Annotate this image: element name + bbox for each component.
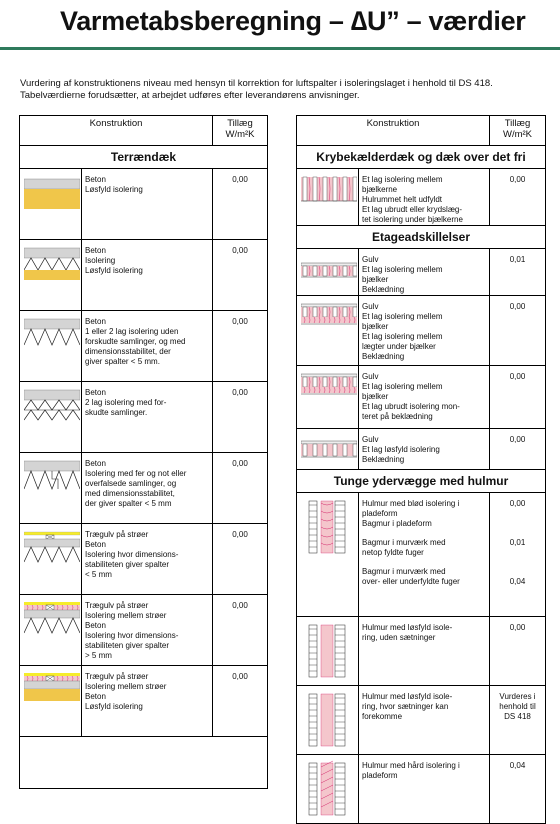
table-row bbox=[20, 169, 268, 240]
value-text: 0,00 bbox=[509, 302, 526, 311]
description-line: Isolering med fer og not eller bbox=[85, 469, 187, 478]
table-row bbox=[297, 493, 546, 617]
description-line: Gulv bbox=[362, 255, 379, 264]
description-line: 1 eller 2 lag isolering uden bbox=[85, 327, 179, 336]
description-line: Løsfyld isolering bbox=[85, 185, 143, 194]
table-row bbox=[297, 296, 546, 366]
description-line: netop fyldte fuger bbox=[362, 548, 424, 557]
description-line: Hulmur med hård isolering i bbox=[362, 761, 460, 770]
description-line: giver spalter < 5 mm. bbox=[85, 357, 160, 366]
table-row bbox=[297, 169, 546, 226]
value-text: 0,00 bbox=[509, 499, 526, 508]
construction-description bbox=[82, 595, 213, 666]
value-text: 0,00 bbox=[232, 317, 248, 326]
description-line: Beton bbox=[85, 621, 106, 630]
terraendaek-isolering-loesfyld-icon bbox=[24, 244, 77, 284]
tillaeg-value bbox=[213, 453, 268, 524]
tillaeg-value bbox=[490, 366, 546, 429]
value-text: 0,00 bbox=[232, 388, 248, 397]
value-text: 0,01 bbox=[509, 538, 526, 547]
traegulv-loesfyld-icon bbox=[24, 670, 77, 710]
description-line: Beklædning bbox=[362, 352, 405, 361]
description-line: stabiliteten giver spalter bbox=[85, 641, 170, 650]
description-line: forskudte samlinger, og med bbox=[85, 337, 186, 346]
value-text: DS 418 bbox=[504, 712, 531, 721]
description-line: Isolering bbox=[85, 256, 116, 265]
description-line: Gulv bbox=[362, 372, 379, 381]
description-line: tet isolering under bjælkerne bbox=[362, 215, 463, 224]
value-text: 0,00 bbox=[232, 601, 248, 610]
description-line: Trægulv på strøer bbox=[85, 601, 149, 610]
value-text: 0,01 bbox=[509, 255, 526, 264]
description-group bbox=[362, 567, 486, 587]
header-tillaeg-label: Tillæg bbox=[504, 118, 531, 129]
construction-illustration bbox=[297, 169, 359, 226]
table-row bbox=[297, 429, 546, 470]
description-line: > 5 mm bbox=[85, 651, 112, 660]
tillaeg-value bbox=[490, 755, 546, 824]
intro-line: Tabelværdierne forudsætter, at arbejdet udføres efter leverandørens anvisninger. bbox=[20, 90, 360, 101]
terraendaek-forskudt-icon bbox=[24, 386, 77, 426]
description-line: Et lag løsfyld isolering bbox=[362, 445, 440, 454]
header-unit: W/m²K bbox=[502, 129, 533, 140]
dæk-og-vaegge-table bbox=[296, 115, 546, 824]
hulmur-bloed-icon bbox=[301, 497, 354, 557]
terraendaek-loesfyld-icon bbox=[24, 173, 77, 213]
section-header bbox=[297, 226, 546, 249]
construction-description bbox=[82, 666, 213, 737]
description-line: Et lag ubrudt isolering mon- bbox=[362, 402, 460, 411]
value-text: 0,00 bbox=[232, 246, 248, 255]
tillaeg-value bbox=[213, 524, 268, 595]
description-line: Et lag ubrudt eller krydslæg- bbox=[362, 205, 463, 214]
construction-illustration bbox=[20, 524, 82, 595]
description-line: Beton bbox=[85, 317, 106, 326]
construction-illustration bbox=[20, 595, 82, 666]
description-line: bjælker bbox=[362, 275, 389, 284]
description-line: Bagmur i pladeform bbox=[362, 519, 432, 528]
description-line: Beton bbox=[85, 388, 106, 397]
value-text: 0,00 bbox=[509, 372, 526, 381]
construction-illustration bbox=[20, 382, 82, 453]
description-line: Hulmur med løsfyld isole- bbox=[362, 692, 453, 701]
header-unit: W/m²K bbox=[225, 129, 255, 140]
tillaeg-value bbox=[213, 595, 268, 666]
construction-description bbox=[82, 240, 213, 311]
construction-illustration bbox=[20, 240, 82, 311]
intro-text bbox=[20, 78, 550, 102]
table-row bbox=[20, 311, 268, 382]
description-line: pladeform bbox=[362, 771, 398, 780]
construction-description bbox=[359, 249, 490, 296]
value-text: 0,00 bbox=[232, 175, 248, 184]
construction-description bbox=[359, 169, 490, 226]
description-line: stabiliteten giver spalter bbox=[85, 560, 170, 569]
tillaeg-value bbox=[490, 169, 546, 226]
header-tillaeg bbox=[490, 116, 546, 146]
description-line: Isolering hvor dimensions- bbox=[85, 550, 179, 559]
table-row bbox=[20, 524, 268, 595]
construction-description bbox=[82, 382, 213, 453]
table-row bbox=[297, 617, 546, 686]
tillaeg-value bbox=[213, 169, 268, 240]
section-title: Etageadskillelser bbox=[297, 226, 546, 249]
description-line: Løsfyld isolering bbox=[85, 702, 143, 711]
description-group bbox=[362, 499, 486, 529]
tillaeg-value bbox=[490, 296, 546, 366]
tillaeg-value bbox=[490, 249, 546, 296]
description-line: 2 lag isolering med for- bbox=[85, 398, 167, 407]
table-row bbox=[20, 453, 268, 524]
etage-ubrudt-icon bbox=[301, 370, 354, 398]
description-line: Isolering mellem strøer bbox=[85, 611, 167, 620]
table-row bbox=[297, 366, 546, 429]
construction-illustration bbox=[297, 493, 359, 617]
hulmur-saetninger-icon bbox=[301, 690, 354, 750]
construction-description bbox=[359, 493, 490, 617]
description-line: Et lag isolering mellem bbox=[362, 332, 443, 341]
description-line: Bagmur i murværk med bbox=[362, 538, 446, 547]
krybekaelder-icon bbox=[301, 173, 354, 205]
value-text: 0,00 bbox=[509, 623, 526, 632]
construction-description bbox=[359, 366, 490, 429]
tillaeg-value bbox=[213, 666, 268, 737]
construction-illustration bbox=[20, 453, 82, 524]
description-line: Beton bbox=[85, 540, 106, 549]
section-title: Krybekælderdæk og dæk over det fri bbox=[297, 146, 546, 169]
description-line: Løsfyld isolering bbox=[85, 266, 143, 275]
description-line: der giver spalter < 5 mm bbox=[85, 499, 172, 508]
empty-cell bbox=[20, 737, 268, 789]
description-line: overfalsede samlinger, og bbox=[85, 479, 177, 488]
description-line: Trægulv på strøer bbox=[85, 672, 149, 681]
hulmur-haard-icon bbox=[301, 759, 354, 819]
description-line: Et lag isolering mellem bbox=[362, 265, 443, 274]
construction-description bbox=[359, 755, 490, 824]
description-line: Beklædning bbox=[362, 455, 405, 464]
value-text: 0,00 bbox=[232, 530, 248, 539]
tillaeg-value bbox=[213, 240, 268, 311]
section-header bbox=[297, 470, 546, 493]
tillaeg-value bbox=[213, 382, 268, 453]
construction-illustration bbox=[297, 249, 359, 296]
etage-loesfyld-icon bbox=[301, 433, 354, 461]
construction-illustration bbox=[297, 617, 359, 686]
tillaeg-value bbox=[490, 429, 546, 470]
description-line: Isolering mellem strøer bbox=[85, 682, 167, 691]
intro-line: Vurdering af konstruktionens niveau med hensyn til korrektion for luftspalter i isoleringslaget i henhold til DS 418. bbox=[20, 78, 493, 89]
header-konstruktion: Konstruktion bbox=[20, 116, 213, 146]
description-line: forekomme bbox=[362, 712, 403, 721]
description-line: Beton bbox=[85, 246, 106, 255]
traegulv-isolering-mellem-stroeer-icon bbox=[24, 599, 77, 639]
empty-row bbox=[20, 737, 268, 789]
description-line: Et lag isolering mellem bbox=[362, 382, 443, 391]
construction-description bbox=[82, 453, 213, 524]
value-text: 0,00 bbox=[509, 435, 526, 444]
tillaeg-value bbox=[490, 617, 546, 686]
description-line: over- eller underfyldte fuger bbox=[362, 577, 460, 586]
description-line: Gulv bbox=[362, 435, 379, 444]
construction-description bbox=[82, 311, 213, 382]
construction-illustration bbox=[297, 755, 359, 824]
etage-et-lag-icon bbox=[301, 253, 354, 281]
construction-illustration bbox=[297, 366, 359, 429]
description-line: Hulrummet helt udfyldt bbox=[362, 195, 443, 204]
hulmur-loesfyld-icon bbox=[301, 621, 354, 681]
description-line: bjælker bbox=[362, 392, 389, 401]
terraendaek-table bbox=[19, 115, 268, 789]
description-line: Beton bbox=[85, 459, 106, 468]
value-text: 0,04 bbox=[509, 577, 526, 586]
description-line: Trægulv på strøer bbox=[85, 530, 149, 539]
value-text: Vurderes i bbox=[499, 692, 536, 701]
description-line: Hulmur med blød isolering i bbox=[362, 499, 460, 508]
header-konstruktion: Konstruktion bbox=[297, 116, 490, 146]
title-divider bbox=[0, 47, 560, 50]
value-text: 0,00 bbox=[509, 175, 526, 184]
etage-laegter-icon bbox=[301, 300, 354, 328]
description-line: Gulv bbox=[362, 302, 379, 311]
header-tillaeg-label: Tillæg bbox=[227, 118, 253, 129]
description-line: Isolering hvor dimensions- bbox=[85, 631, 179, 640]
description-line: bjælker bbox=[362, 322, 389, 331]
tillaeg-value bbox=[490, 493, 546, 617]
description-line: lægter under bjælker bbox=[362, 342, 436, 351]
description-line: ring, uden sætninger bbox=[362, 633, 436, 642]
terraendaek-fer-not-icon bbox=[24, 457, 77, 497]
value-text: 0,00 bbox=[232, 672, 248, 681]
construction-illustration bbox=[297, 686, 359, 755]
description-line: Beton bbox=[85, 692, 106, 701]
header-tillaeg bbox=[213, 116, 268, 146]
description-line: dimensionsstabilitet, der bbox=[85, 347, 171, 356]
construction-illustration bbox=[297, 429, 359, 470]
table-row bbox=[297, 249, 546, 296]
traegulv-stroeer-icon bbox=[24, 528, 77, 568]
construction-description bbox=[359, 617, 490, 686]
description-line: med dimensionsstabilitet, bbox=[85, 489, 175, 498]
description-line: < 5 mm bbox=[85, 570, 112, 579]
table-row bbox=[297, 755, 546, 824]
section-header bbox=[297, 146, 546, 169]
description-line: ring, hvor sætninger kan bbox=[362, 702, 449, 711]
table-row bbox=[20, 595, 268, 666]
description-group bbox=[362, 538, 486, 558]
description-line: Et lag isolering mellem bbox=[362, 175, 443, 184]
section-terraendaek: Terrændæk bbox=[20, 146, 268, 169]
construction-illustration bbox=[297, 296, 359, 366]
table-row bbox=[20, 666, 268, 737]
construction-description bbox=[359, 429, 490, 470]
construction-illustration bbox=[20, 666, 82, 737]
construction-description bbox=[359, 296, 490, 366]
value-text: 0,00 bbox=[232, 459, 248, 468]
description-line: bjælkerne bbox=[362, 185, 398, 194]
description-line: Bagmur i murværk med bbox=[362, 567, 446, 576]
value-text: 0,04 bbox=[509, 761, 526, 770]
page-title: Varmetabsberegning – ∆U” – værdier bbox=[60, 6, 526, 36]
description-line: Beklædning bbox=[362, 285, 405, 294]
tillaeg-value bbox=[213, 311, 268, 382]
terraendaek-uforskudt-icon bbox=[24, 315, 77, 355]
construction-description bbox=[82, 524, 213, 595]
description-line: Et lag isolering mellem bbox=[362, 312, 443, 321]
tillaeg-value bbox=[490, 686, 546, 755]
description-line: skudte samlinger. bbox=[85, 408, 148, 417]
table-row bbox=[297, 686, 546, 755]
description-line: Hulmur med løsfyld isole- bbox=[362, 623, 453, 632]
construction-illustration bbox=[20, 311, 82, 382]
section-title: Tunge ydervægge med hulmur bbox=[297, 470, 546, 493]
table-row bbox=[20, 240, 268, 311]
description-line: pladeform bbox=[362, 509, 398, 518]
construction-illustration bbox=[20, 169, 82, 240]
value-text: henhold til bbox=[499, 702, 536, 711]
construction-description bbox=[359, 686, 490, 755]
description-line: Beton bbox=[85, 175, 106, 184]
description-line: teret på beklædning bbox=[362, 412, 433, 421]
construction-description bbox=[82, 169, 213, 240]
table-row bbox=[20, 382, 268, 453]
